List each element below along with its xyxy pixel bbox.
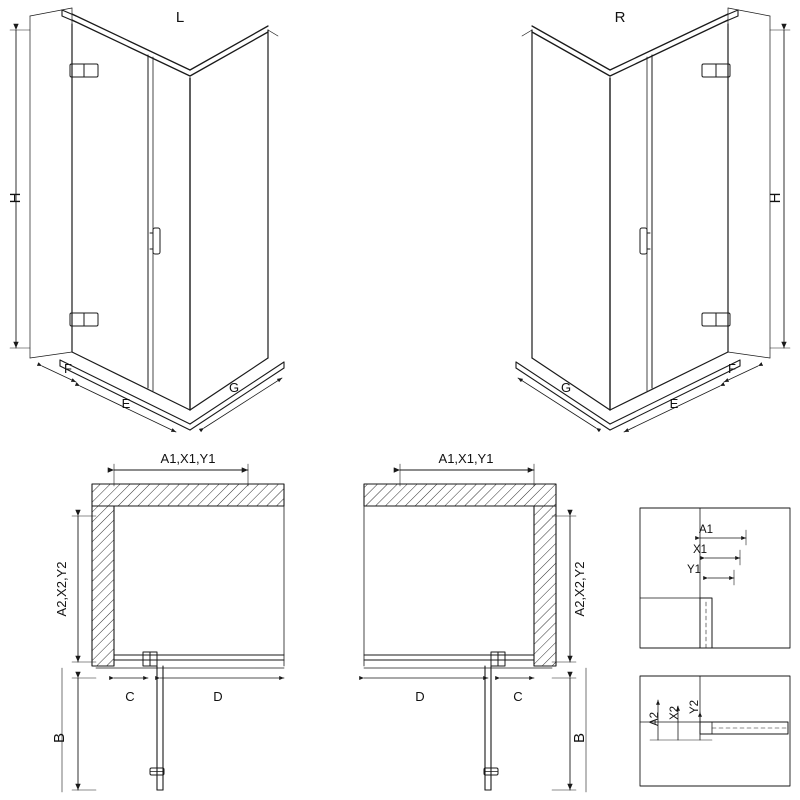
dim-plan-right-b: B [571,732,588,744]
detail-profile-top [640,508,790,648]
dim-height-left: H [7,192,24,204]
detail-bottom-x2: X2 [669,705,681,721]
dim-height-right: H [767,192,784,204]
detail-top-a1: A1 [698,524,714,536]
detail-profile-bottom [640,676,790,786]
dim-plan-right-top: A1,X1,Y1 [438,451,494,466]
detail-top-x1: X1 [692,544,708,556]
dim-g-right: G [560,380,572,395]
dim-e-left: E [121,396,131,411]
plan-view-right [364,464,586,792]
dim-f-right: F [728,361,736,376]
dim-e-right: E [669,396,679,411]
dim-plan-right-d: D [415,689,425,704]
isometric-view-left [10,8,284,432]
dim-plan-right-side: A2,X2,Y2 [572,561,587,617]
dim-plan-left-d: D [213,689,223,704]
dim-f-left: F [64,361,72,376]
label-view-right: R [614,9,626,26]
label-view-left: L [175,9,185,26]
detail-bottom-y2: Y2 [689,699,701,715]
plan-view-left [62,464,284,792]
dim-plan-left-top: A1,X1,Y1 [160,451,216,466]
dim-plan-left-b: B [51,732,68,744]
dim-g-left: G [228,380,240,395]
dim-plan-right-c: C [513,689,523,704]
isometric-view-right [516,8,790,432]
dim-plan-left-side: A2,X2,Y2 [54,561,69,617]
detail-top-y1: Y1 [686,564,702,576]
detail-bottom-a2: A2 [649,711,661,727]
dim-plan-left-c: C [125,689,135,704]
